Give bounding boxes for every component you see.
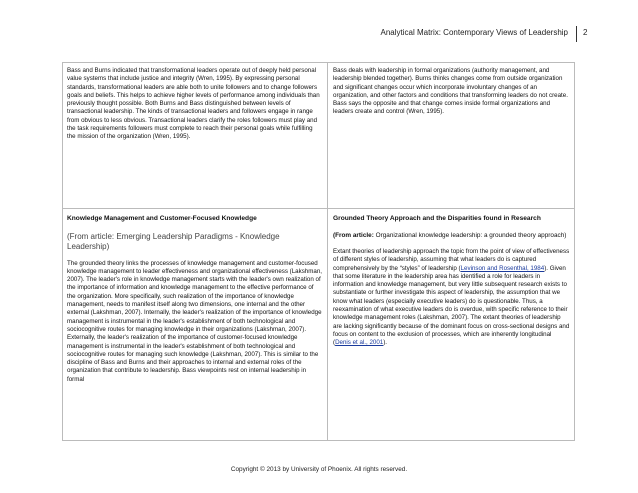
- cell-source-note: (From article: Emerging Leadership Paradigms - Knowledge Leadership): [67, 231, 280, 251]
- cell-text: [333, 248, 571, 348]
- citation-link[interactable]: Denis et al., 2001: [335, 339, 384, 347]
- header-divider: [576, 26, 577, 42]
- page-number: 2: [583, 28, 588, 37]
- cell-text: The grounded theory links the processes of knowledge management and customer-focused knowledge management to leader effectiveness and organizational effectiveness (Lakshman, 2007). The leader's role in knowledge management starts with the leader's own realization of the importance of information and knowledge management to the effective performance of the organization. More specifically, such realization of the importance of knowledge management, needs to manifest itself along two dimensions, one internal and the other external (Lakshman, 2007). Internally, the leader's realization of the importance of knowledge management is instrumental in the leader's establishment of both technological and sociocognitive routes for managing knowledge in their organizations (Lakshman, 2007). Externally, the leader's realization of the importance of customer-focused knowledge management is instrumental in the leader's establishment of both technological and sociocognitive routes for managing such knowledge (Lakshman, 2007). This is similar to the discipline of Bass and Burns and their approaches to internal and external roles of the organization that contribute to leadership. Bass viewpoints rest on internal leadership in formal: [67, 259, 322, 383]
- source-title: Organizational knowledge leadership: a grounded theory approach): [375, 231, 567, 239]
- cell-bottom-left: [67, 215, 322, 392]
- cell-top-right: [333, 67, 571, 125]
- table-row-divider: [63, 208, 574, 209]
- cell-heading: Knowledge Management and Customer-Focused Knowledge: [67, 215, 257, 222]
- cell-bottom-right: [333, 215, 571, 356]
- citation-link[interactable]: Levinson and Rosenthal, 1984: [460, 264, 545, 272]
- cell-text-part: ).: [383, 339, 387, 347]
- page-header: [0, 28, 638, 44]
- cell-text-part: ). Given that some literature in the leadership area has identified a role for leaders in information and knowledge management, but very little subsequent research exists to substantiate or further investigate this aspect of leadership, the assumption that we know what leaders (especially executive leaders) do is questionable. Thus, a reexamination of what executive leaders do is overdue, with specific reference to their knowledge management roles (Lakshman, 2007). The extant theories of leadership are lacking significantly because of the dominant focus on cross-sectional designs and focus on content to the exclusion of processes, which are inherently longitudinal (: [333, 264, 570, 347]
- cell-heading: Grounded Theory Approach and the Disparities found in Research: [333, 215, 541, 222]
- cell-source-note: [333, 232, 571, 240]
- header-title: Analytical Matrix: Contemporary Views of Leadership: [380, 28, 568, 37]
- cell-top-left: [67, 67, 322, 150]
- cell-text-part: Extant theories of leadership approach the topic from the point of view of effectiveness of different styles of leadership, assuming that what leaders do is captured comprehensively by the “styles” of leadership (: [333, 248, 570, 272]
- analytical-matrix-table: [62, 62, 575, 441]
- source-prefix: (From article:: [333, 231, 374, 239]
- cell-text: Bass deals with leadership in formal organizations (authority management, and leadership blended together). Burns thinks changes come from outside organization and significant changes occur which incorporate involuntary changes of an organization, and other factors and conditions that transforming leaders do not create. Bass says the opposite and that change comes inside formal organizations and leaders create and control (Wren, 1995).: [333, 67, 568, 116]
- cell-text: Bass and Burns indicated that transformational leaders operate out of deeply held personal value systems that include justice and integrity (Wren, 1995). By expressing personal standards, transformational leaders are able both to unite followers and to change followers goals and beliefs. This helps to achieve higher levels of performance among individuals than previously thought possible. Both Burns and Bass distinguished between levels of transactional leadership. The kinds of transactional leaders and followers engage in range from obvious to less obvious. Transactional leaders clarify the roles followers must play and the task requirements followers must complete to reach their personal goals while fulfilling the mission of the organization (Wren, 1995).: [67, 67, 320, 141]
- table-column-divider: [327, 63, 328, 440]
- page-footer: [0, 466, 638, 473]
- copyright-text: Copyright © 2013 by University of Phoenix. All rights reserved.: [230, 466, 408, 473]
